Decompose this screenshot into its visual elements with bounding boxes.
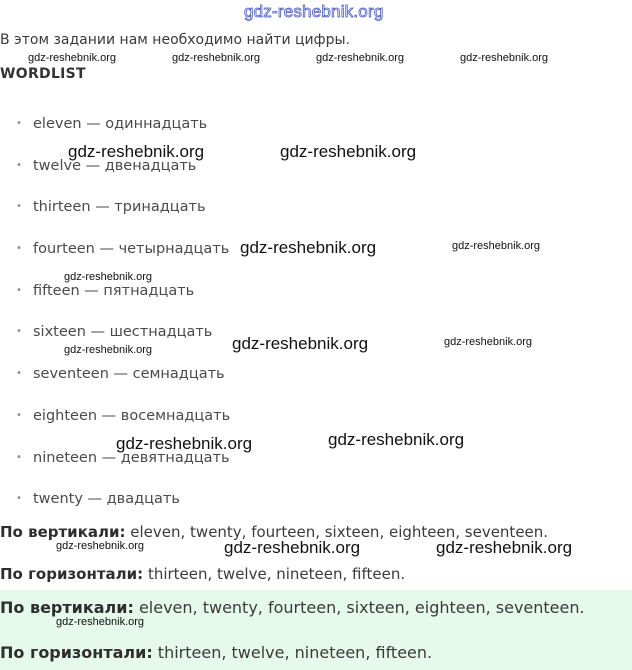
intro-text: В этом задании нам необходимо найти цифры.	[0, 32, 350, 48]
bullet-icon: •	[16, 409, 22, 421]
list-item-text: fourteen — четырнадцать	[33, 241, 230, 258]
answer-label: По горизонтали:	[0, 643, 153, 662]
watermark: gdz-reshebnik.org	[224, 538, 361, 557]
wordlist-heading: WORDLIST	[0, 66, 86, 82]
answer-value: eleven, twenty, fourteen, sixteen, eighteen, seventeen.	[125, 523, 549, 541]
list-item-text: fifteen — пятнадцать	[33, 282, 195, 299]
bullet-icon: •	[16, 243, 22, 255]
watermark: gdz-reshebnik.org	[232, 334, 369, 353]
watermark: gdz-reshebnik.org	[316, 52, 405, 64]
watermark: gdz-reshebnik.org	[240, 238, 377, 257]
watermark: gdz-reshebnik.org	[172, 52, 261, 64]
watermark: gdz-reshebnik.org	[56, 616, 145, 628]
answer-horizontal	[0, 565, 405, 583]
bullet-icon: •	[16, 118, 22, 129]
list-item-text: seventeen — семнадцать	[33, 366, 225, 383]
list-item-text: twelve — двенадцать	[33, 157, 197, 174]
watermark: gdz-reshebnik.org	[460, 52, 549, 64]
answer-value: eleven, twenty, fourteen, sixteen, eighteen, seventeen.	[133, 598, 585, 617]
answer-label: По вертикали:	[0, 598, 134, 617]
answer-label: По горизонтали:	[0, 565, 144, 583]
watermark: gdz-reshebnik.org	[28, 52, 117, 64]
answer-value: thirteen, twelve, nineteen, fifteen.	[143, 565, 406, 583]
watermark: gdz-reshebnik.org	[452, 240, 541, 252]
list-item	[16, 363, 230, 405]
watermark: gdz-reshebnik.org	[444, 336, 533, 348]
list-item	[16, 280, 230, 322]
list-item-text: sixteen — шестнадцать	[33, 324, 213, 341]
list-item	[16, 196, 230, 238]
answer-value: thirteen, twelve, nineteen, fifteen.	[152, 643, 433, 662]
site-watermark-header: gdz-reshebnik.org	[244, 2, 384, 21]
watermark: gdz-reshebnik.org	[56, 540, 145, 552]
bullet-icon: •	[16, 368, 22, 380]
watermark: gdz-reshebnik.org	[64, 344, 153, 356]
list-item-text: nineteen — девятнадцать	[33, 449, 230, 466]
watermark: gdz-reshebnik.org	[68, 142, 205, 161]
bullet-icon: •	[16, 493, 22, 505]
answer-label: По вертикали:	[0, 523, 126, 541]
list-item	[16, 321, 230, 363]
watermark: gdz-reshebnik.org	[436, 538, 573, 557]
wordlist	[16, 113, 230, 530]
bullet-icon: •	[16, 284, 22, 296]
watermark: gdz-reshebnik.org	[116, 434, 253, 453]
answer-vertical-highlighted	[0, 598, 585, 617]
bullet-icon: •	[16, 201, 22, 213]
bullet-icon: •	[16, 451, 22, 463]
list-item-text: eighteen — восемнадцать	[33, 407, 231, 424]
list-item-text: thirteen — тринадцать	[33, 199, 206, 216]
watermark: gdz-reshebnik.org	[64, 271, 153, 283]
list-item-text: twenty — двадцать	[33, 491, 180, 508]
list-item-text: eleven — одиннадцать	[33, 116, 208, 132]
bullet-icon: •	[16, 326, 22, 338]
answer-horizontal-highlighted	[0, 643, 432, 662]
watermark: gdz-reshebnik.org	[280, 142, 417, 161]
watermark: gdz-reshebnik.org	[328, 430, 465, 449]
bullet-icon: •	[16, 159, 22, 171]
